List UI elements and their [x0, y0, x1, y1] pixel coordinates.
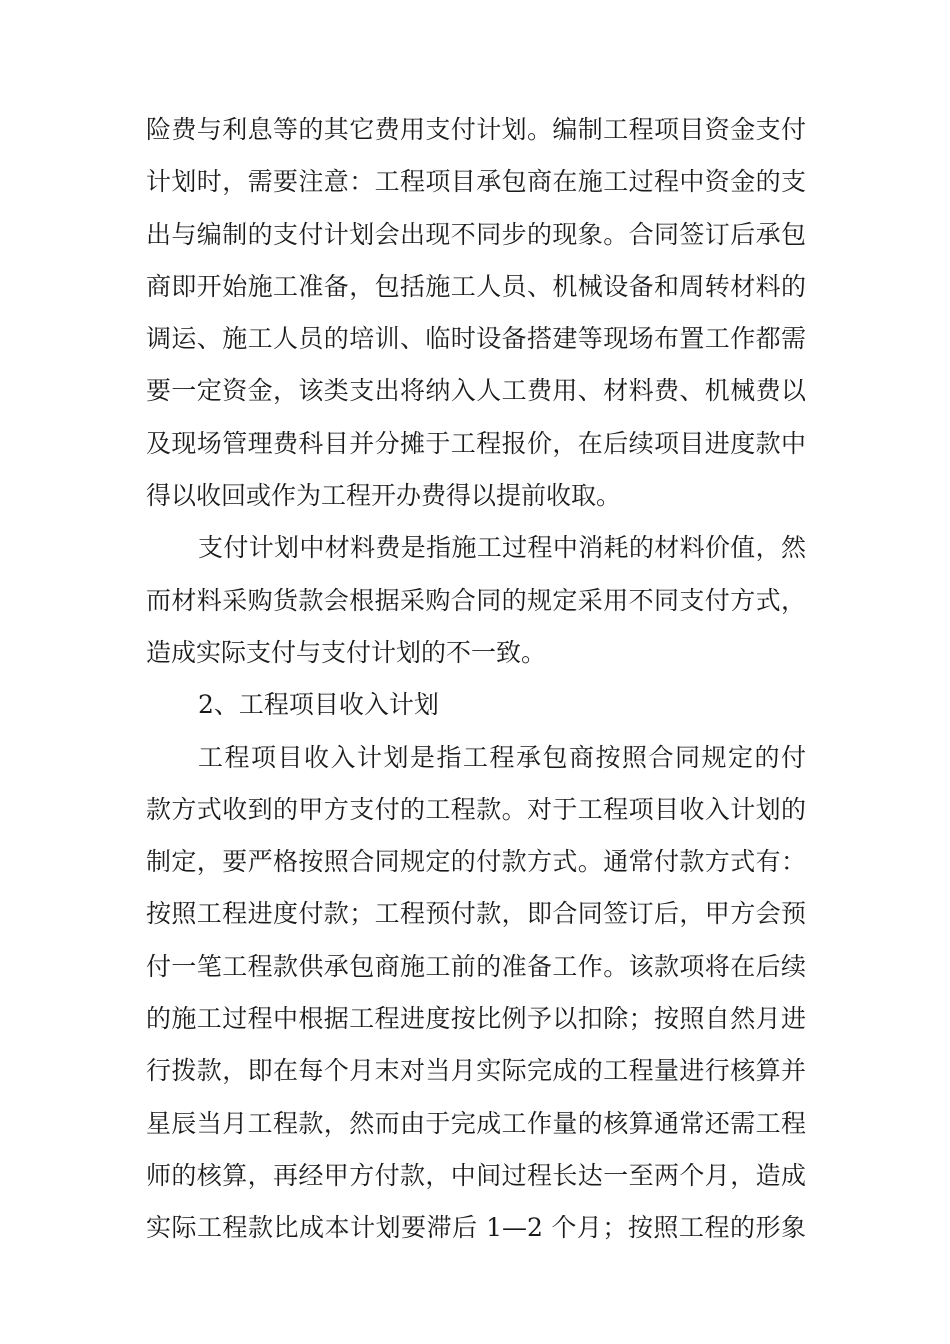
text-line: 支付计划中材料费是指施工过程中消耗的材料价值，然 — [198, 533, 806, 563]
text-line: 实际工程款比成本计划要滞后 1—2 个月；按照工程的形象 — [146, 1213, 806, 1243]
text-line: 而材料采购货款会根据采购合同的规定采用不同支付方式， — [146, 585, 806, 615]
text-line: 要一定资金，该类支出将纳入人工费用、材料费、机械费以 — [146, 376, 806, 406]
text-line: 星辰当月工程款，然而由于完成工作量的核算通常还需工程 — [146, 1108, 806, 1138]
text-line: 行拨款，即在每个月末对当月实际完成的工程量进行核算并 — [146, 1056, 806, 1086]
text-line: 付一笔工程款供承包商施工前的准备工作。该款项将在后续 — [146, 951, 806, 981]
text-line: 及现场管理费科目并分摊于工程报价，在后续项目进度款中 — [146, 428, 806, 458]
text-line: 商即开始施工准备，包括施工人员、机械设备和周转材料的 — [146, 271, 806, 301]
text-line: 按照工程进度付款；工程预付款，即合同签订后，甲方会预 — [146, 899, 806, 929]
text-line: 2、工程项目收入计划 — [198, 690, 439, 720]
text-line: 得以收回或作为工程开办费得以提前收取。 — [146, 481, 622, 511]
text-line: 的施工过程中根据工程进度按比例予以扣除；按照自然月进 — [146, 1004, 806, 1034]
text-line: 造成实际支付与支付计划的不一致。 — [146, 637, 547, 667]
text-line: 款方式收到的甲方支付的工程款。对于工程项目收入计划的 — [146, 794, 806, 824]
text-line: 制定，要严格按照合同规定的付款方式。通常付款方式有： — [146, 847, 806, 877]
text-line: 险费与利息等的其它费用支付计划。编制工程项目资金支付 — [146, 115, 806, 144]
text-line: 调运、施工人员的培训、临时设备搭建等现场布置工作都需 — [146, 324, 806, 354]
text-line: 出与编制的支付计划会出现不同步的现象。合同签订后承包 — [146, 219, 806, 249]
text-line: 计划时，需要注意：工程项目承包商在施工过程中资金的支 — [146, 167, 806, 197]
text-line: 工程项目收入计划是指工程承包商按照合同规定的付 — [198, 742, 806, 772]
body-text — [146, 104, 806, 1255]
text-line: 师的核算，再经甲方付款，中间过程长达一至两个月，造成 — [146, 1160, 806, 1190]
